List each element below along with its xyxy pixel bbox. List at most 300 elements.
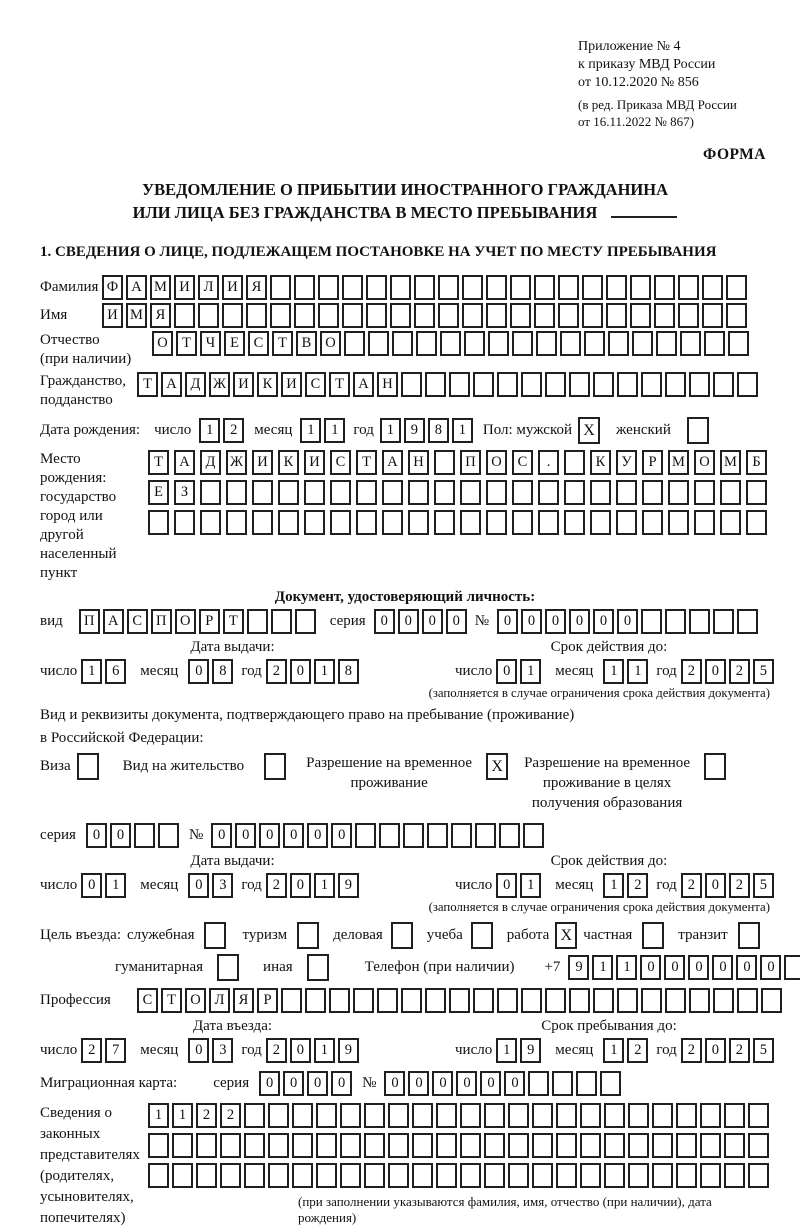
char-box[interactable]: А (126, 275, 147, 300)
char-box[interactable] (582, 303, 603, 328)
char-box[interactable] (600, 1071, 621, 1096)
char-box[interactable] (726, 303, 747, 328)
char-box[interactable]: 1 (592, 955, 613, 980)
char-box[interactable] (545, 988, 566, 1013)
char-box[interactable] (294, 303, 315, 328)
char-box[interactable] (484, 1103, 505, 1128)
char-box[interactable]: . (538, 450, 559, 475)
char-box[interactable] (521, 988, 542, 1013)
char-box[interactable] (392, 331, 413, 356)
char-box[interactable]: У (616, 450, 637, 475)
char-box[interactable]: 0 (705, 659, 726, 684)
char-box[interactable] (134, 823, 155, 848)
char-box[interactable] (630, 275, 651, 300)
char-box[interactable] (590, 480, 611, 505)
char-box[interactable] (462, 275, 483, 300)
char-box[interactable]: А (174, 450, 195, 475)
char-box[interactable]: 8 (212, 659, 233, 684)
char-box[interactable]: Ж (209, 372, 230, 397)
char-box[interactable]: 2 (681, 1038, 702, 1063)
char-box[interactable] (576, 1071, 597, 1096)
char-box[interactable]: О (486, 450, 507, 475)
char-box[interactable]: 0 (617, 609, 638, 634)
char-box[interactable] (436, 1133, 457, 1158)
char-box[interactable] (534, 275, 555, 300)
char-box[interactable] (353, 988, 374, 1013)
char-box[interactable] (460, 510, 481, 535)
char-box[interactable] (318, 303, 339, 328)
char-box[interactable]: С (248, 331, 269, 356)
char-box[interactable]: Я (233, 988, 254, 1013)
sex-female-checkbox[interactable] (687, 417, 709, 444)
char-box[interactable] (784, 955, 800, 980)
char-box[interactable]: 0 (290, 873, 311, 898)
char-box[interactable] (606, 275, 627, 300)
char-box[interactable] (388, 1163, 409, 1188)
char-box[interactable]: Б (746, 450, 767, 475)
char-box[interactable]: 5 (753, 659, 774, 684)
char-box[interactable] (475, 823, 496, 848)
char-box[interactable] (434, 510, 455, 535)
char-box[interactable] (737, 609, 758, 634)
char-box[interactable] (748, 1133, 769, 1158)
char-box[interactable] (403, 823, 424, 848)
char-box[interactable] (174, 303, 195, 328)
char-box[interactable] (295, 609, 316, 634)
char-box[interactable] (382, 510, 403, 535)
char-box[interactable] (630, 303, 651, 328)
char-box[interactable] (720, 510, 741, 535)
char-box[interactable] (356, 480, 377, 505)
char-box[interactable] (436, 1163, 457, 1188)
char-box[interactable] (726, 275, 747, 300)
char-box[interactable]: 0 (398, 609, 419, 634)
char-box[interactable] (678, 275, 699, 300)
char-box[interactable]: 0 (331, 1071, 352, 1096)
char-box[interactable] (737, 372, 758, 397)
char-box[interactable] (390, 303, 411, 328)
char-box[interactable] (268, 1163, 289, 1188)
char-box[interactable]: 0 (235, 823, 256, 848)
char-box[interactable]: К (257, 372, 278, 397)
char-box[interactable]: 2 (729, 1038, 750, 1063)
char-box[interactable] (416, 331, 437, 356)
char-box[interactable]: Т (176, 331, 197, 356)
char-box[interactable] (604, 1163, 625, 1188)
char-box[interactable] (593, 988, 614, 1013)
char-box[interactable] (556, 1133, 577, 1158)
char-box[interactable]: 1 (300, 418, 321, 443)
char-box[interactable] (364, 1103, 385, 1128)
char-box[interactable]: С (330, 450, 351, 475)
char-box[interactable]: 0 (422, 609, 443, 634)
char-box[interactable]: 8 (338, 659, 359, 684)
char-box[interactable]: Ф (102, 275, 123, 300)
char-box[interactable] (676, 1133, 697, 1158)
char-box[interactable] (244, 1163, 265, 1188)
char-box[interactable] (473, 988, 494, 1013)
char-box[interactable]: 1 (496, 1038, 517, 1063)
char-box[interactable] (252, 510, 273, 535)
char-box[interactable] (222, 303, 243, 328)
char-box[interactable] (200, 510, 221, 535)
char-box[interactable]: 1 (105, 873, 126, 898)
char-box[interactable]: Т (148, 450, 169, 475)
char-box[interactable] (294, 275, 315, 300)
char-box[interactable] (200, 480, 221, 505)
char-box[interactable] (364, 1133, 385, 1158)
char-box[interactable] (364, 1163, 385, 1188)
char-box[interactable]: С (137, 988, 158, 1013)
char-box[interactable]: 0 (705, 873, 726, 898)
char-box[interactable] (379, 823, 400, 848)
char-box[interactable] (746, 480, 767, 505)
char-box[interactable] (556, 1163, 577, 1188)
char-box[interactable]: 0 (446, 609, 467, 634)
char-box[interactable] (148, 1133, 169, 1158)
char-box[interactable]: 1 (314, 659, 335, 684)
char-box[interactable]: 1 (603, 659, 624, 684)
char-box[interactable] (616, 480, 637, 505)
char-box[interactable]: 7 (105, 1038, 126, 1063)
char-box[interactable]: И (102, 303, 123, 328)
char-box[interactable] (628, 1133, 649, 1158)
char-box[interactable] (270, 303, 291, 328)
char-box[interactable] (342, 275, 363, 300)
char-box[interactable]: А (353, 372, 374, 397)
char-box[interactable]: 0 (504, 1071, 525, 1096)
char-box[interactable] (724, 1163, 745, 1188)
char-box[interactable]: 2 (681, 873, 702, 898)
char-box[interactable]: Ж (226, 450, 247, 475)
char-box[interactable] (344, 331, 365, 356)
char-box[interactable] (382, 480, 403, 505)
char-box[interactable] (680, 331, 701, 356)
char-box[interactable] (532, 1163, 553, 1188)
char-box[interactable]: 3 (212, 1038, 233, 1063)
char-box[interactable] (497, 988, 518, 1013)
char-box[interactable]: 1 (520, 659, 541, 684)
char-box[interactable]: 1 (314, 873, 335, 898)
char-box[interactable] (512, 331, 533, 356)
char-box[interactable] (512, 510, 533, 535)
char-box[interactable] (642, 480, 663, 505)
char-box[interactable] (449, 988, 470, 1013)
char-box[interactable] (582, 275, 603, 300)
char-box[interactable] (366, 303, 387, 328)
char-box[interactable] (247, 609, 268, 634)
char-box[interactable] (464, 331, 485, 356)
char-box[interactable] (512, 480, 533, 505)
char-box[interactable] (528, 1071, 549, 1096)
char-box[interactable] (427, 823, 448, 848)
char-box[interactable]: 0 (496, 873, 517, 898)
char-box[interactable]: 1 (616, 955, 637, 980)
char-box[interactable] (330, 510, 351, 535)
char-box[interactable] (508, 1163, 529, 1188)
sex-male-checkbox[interactable]: X (578, 417, 600, 444)
char-box[interactable] (196, 1163, 217, 1188)
char-box[interactable] (580, 1103, 601, 1128)
char-box[interactable]: П (151, 609, 172, 634)
char-box[interactable]: 2 (729, 659, 750, 684)
char-box[interactable] (304, 510, 325, 535)
char-box[interactable] (689, 372, 710, 397)
char-box[interactable] (486, 303, 507, 328)
private-checkbox[interactable] (642, 922, 664, 949)
char-box[interactable] (462, 303, 483, 328)
char-box[interactable] (486, 510, 507, 535)
char-box[interactable]: З (174, 480, 195, 505)
char-box[interactable] (617, 988, 638, 1013)
char-box[interactable]: Т (161, 988, 182, 1013)
char-box[interactable] (656, 331, 677, 356)
char-box[interactable] (580, 1133, 601, 1158)
work-checkbox[interactable]: X (555, 922, 577, 949)
char-box[interactable] (616, 510, 637, 535)
char-box[interactable]: 0 (705, 1038, 726, 1063)
char-box[interactable] (689, 988, 710, 1013)
char-box[interactable] (508, 1103, 529, 1128)
char-box[interactable] (408, 480, 429, 505)
char-box[interactable] (558, 275, 579, 300)
char-box[interactable] (552, 1071, 573, 1096)
business-checkbox[interactable] (391, 922, 413, 949)
char-box[interactable] (608, 331, 629, 356)
char-box[interactable]: А (103, 609, 124, 634)
char-box[interactable] (278, 480, 299, 505)
char-box[interactable] (558, 303, 579, 328)
char-box[interactable]: В (296, 331, 317, 356)
char-box[interactable] (460, 480, 481, 505)
char-box[interactable]: 1 (324, 418, 345, 443)
char-box[interactable]: 0 (496, 659, 517, 684)
char-box[interactable] (665, 372, 686, 397)
char-box[interactable] (412, 1133, 433, 1158)
char-box[interactable]: 6 (105, 659, 126, 684)
char-box[interactable] (425, 372, 446, 397)
char-box[interactable]: 0 (384, 1071, 405, 1096)
char-box[interactable] (761, 988, 782, 1013)
other-checkbox[interactable] (307, 954, 329, 981)
char-box[interactable]: Л (198, 275, 219, 300)
char-box[interactable] (510, 303, 531, 328)
char-box[interactable] (226, 480, 247, 505)
char-box[interactable]: М (668, 450, 689, 475)
char-box[interactable]: С (127, 609, 148, 634)
char-box[interactable]: 1 (314, 1038, 335, 1063)
char-box[interactable]: Р (199, 609, 220, 634)
char-box[interactable] (434, 450, 455, 475)
char-box[interactable]: П (460, 450, 481, 475)
study-checkbox[interactable] (471, 922, 493, 949)
char-box[interactable] (460, 1163, 481, 1188)
char-box[interactable]: Д (200, 450, 221, 475)
char-box[interactable]: 2 (196, 1103, 217, 1128)
char-box[interactable]: И (304, 450, 325, 475)
char-box[interactable] (401, 372, 422, 397)
char-box[interactable]: 3 (212, 873, 233, 898)
char-box[interactable]: 0 (307, 823, 328, 848)
char-box[interactable] (617, 372, 638, 397)
char-box[interactable] (271, 609, 292, 634)
char-box[interactable]: 0 (188, 1038, 209, 1063)
char-box[interactable]: 5 (753, 1038, 774, 1063)
title-blank-line[interactable] (611, 216, 677, 218)
char-box[interactable] (292, 1103, 313, 1128)
char-box[interactable] (329, 988, 350, 1013)
char-box[interactable] (486, 480, 507, 505)
char-box[interactable] (668, 510, 689, 535)
char-box[interactable]: 1 (452, 418, 473, 443)
char-box[interactable]: 1 (199, 418, 220, 443)
char-box[interactable] (342, 303, 363, 328)
char-box[interactable] (510, 275, 531, 300)
char-box[interactable] (292, 1163, 313, 1188)
char-box[interactable] (316, 1103, 337, 1128)
char-box[interactable]: Т (137, 372, 158, 397)
char-box[interactable]: 2 (266, 659, 287, 684)
char-box[interactable]: К (590, 450, 611, 475)
char-box[interactable] (569, 988, 590, 1013)
char-box[interactable]: 0 (760, 955, 781, 980)
char-box[interactable] (340, 1103, 361, 1128)
char-box[interactable] (654, 275, 675, 300)
char-box[interactable]: 9 (338, 873, 359, 898)
char-box[interactable] (148, 510, 169, 535)
char-box[interactable] (713, 372, 734, 397)
char-box[interactable] (641, 609, 662, 634)
char-box[interactable]: К (278, 450, 299, 475)
char-box[interactable] (268, 1133, 289, 1158)
char-box[interactable]: О (152, 331, 173, 356)
char-box[interactable] (316, 1133, 337, 1158)
char-box[interactable]: Р (642, 450, 663, 475)
char-box[interactable] (604, 1133, 625, 1158)
char-box[interactable]: Н (377, 372, 398, 397)
char-box[interactable] (278, 510, 299, 535)
char-box[interactable]: Т (356, 450, 377, 475)
char-box[interactable]: А (161, 372, 182, 397)
char-box[interactable]: 0 (736, 955, 757, 980)
char-box[interactable] (412, 1163, 433, 1188)
char-box[interactable]: 1 (603, 1038, 624, 1063)
char-box[interactable] (438, 303, 459, 328)
transit-checkbox[interactable] (738, 922, 760, 949)
char-box[interactable] (564, 480, 585, 505)
char-box[interactable] (604, 1103, 625, 1128)
char-box[interactable] (268, 1103, 289, 1128)
char-box[interactable] (414, 303, 435, 328)
char-box[interactable] (401, 988, 422, 1013)
char-box[interactable] (702, 303, 723, 328)
char-box[interactable]: 9 (404, 418, 425, 443)
char-box[interactable]: 0 (640, 955, 661, 980)
char-box[interactable] (252, 480, 273, 505)
char-box[interactable] (148, 1163, 169, 1188)
char-box[interactable] (628, 1163, 649, 1188)
char-box[interactable]: 0 (290, 1038, 311, 1063)
char-box[interactable] (368, 331, 389, 356)
char-box[interactable]: Н (408, 450, 429, 475)
char-box[interactable]: О (185, 988, 206, 1013)
char-box[interactable]: Е (224, 331, 245, 356)
temp-residence-edu-checkbox[interactable] (704, 753, 726, 780)
char-box[interactable] (484, 1133, 505, 1158)
char-box[interactable]: 2 (627, 1038, 648, 1063)
char-box[interactable]: С (512, 450, 533, 475)
tourism-checkbox[interactable] (297, 922, 319, 949)
char-box[interactable]: Е (148, 480, 169, 505)
char-box[interactable]: Р (257, 988, 278, 1013)
char-box[interactable]: 2 (266, 1038, 287, 1063)
char-box[interactable] (724, 1133, 745, 1158)
char-box[interactable]: 1 (627, 659, 648, 684)
char-box[interactable]: 0 (188, 873, 209, 898)
char-box[interactable] (499, 823, 520, 848)
char-box[interactable] (356, 510, 377, 535)
char-box[interactable] (676, 1163, 697, 1188)
char-box[interactable] (641, 988, 662, 1013)
visa-checkbox[interactable] (77, 753, 99, 780)
char-box[interactable] (728, 331, 749, 356)
humanitarian-checkbox[interactable] (217, 954, 239, 981)
char-box[interactable] (536, 331, 557, 356)
char-box[interactable]: 1 (81, 659, 102, 684)
char-box[interactable] (704, 331, 725, 356)
char-box[interactable] (377, 988, 398, 1013)
char-box[interactable]: 1 (520, 873, 541, 898)
char-box[interactable]: И (174, 275, 195, 300)
char-box[interactable]: П (79, 609, 100, 634)
char-box[interactable] (642, 510, 663, 535)
char-box[interactable]: М (720, 450, 741, 475)
temp-residence-checkbox[interactable]: X (486, 753, 508, 780)
char-box[interactable] (330, 480, 351, 505)
char-box[interactable]: 2 (223, 418, 244, 443)
char-box[interactable] (497, 372, 518, 397)
char-box[interactable]: 0 (569, 609, 590, 634)
char-box[interactable] (689, 609, 710, 634)
char-box[interactable] (412, 1103, 433, 1128)
char-box[interactable]: 0 (432, 1071, 453, 1096)
char-box[interactable] (226, 510, 247, 535)
char-box[interactable]: Т (223, 609, 244, 634)
char-box[interactable] (451, 823, 472, 848)
char-box[interactable] (584, 331, 605, 356)
char-box[interactable]: М (126, 303, 147, 328)
char-box[interactable] (174, 510, 195, 535)
char-box[interactable] (484, 1163, 505, 1188)
char-box[interactable]: И (233, 372, 254, 397)
official-checkbox[interactable] (204, 922, 226, 949)
char-box[interactable] (460, 1133, 481, 1158)
char-box[interactable] (318, 275, 339, 300)
char-box[interactable]: 2 (220, 1103, 241, 1128)
char-box[interactable]: О (320, 331, 341, 356)
char-box[interactable]: О (175, 609, 196, 634)
char-box[interactable] (434, 480, 455, 505)
char-box[interactable] (440, 331, 461, 356)
char-box[interactable] (449, 372, 470, 397)
char-box[interactable] (538, 510, 559, 535)
char-box[interactable]: Т (272, 331, 293, 356)
char-box[interactable]: 0 (664, 955, 685, 980)
char-box[interactable] (172, 1133, 193, 1158)
char-box[interactable] (748, 1163, 769, 1188)
char-box[interactable] (641, 372, 662, 397)
char-box[interactable]: 1 (603, 873, 624, 898)
